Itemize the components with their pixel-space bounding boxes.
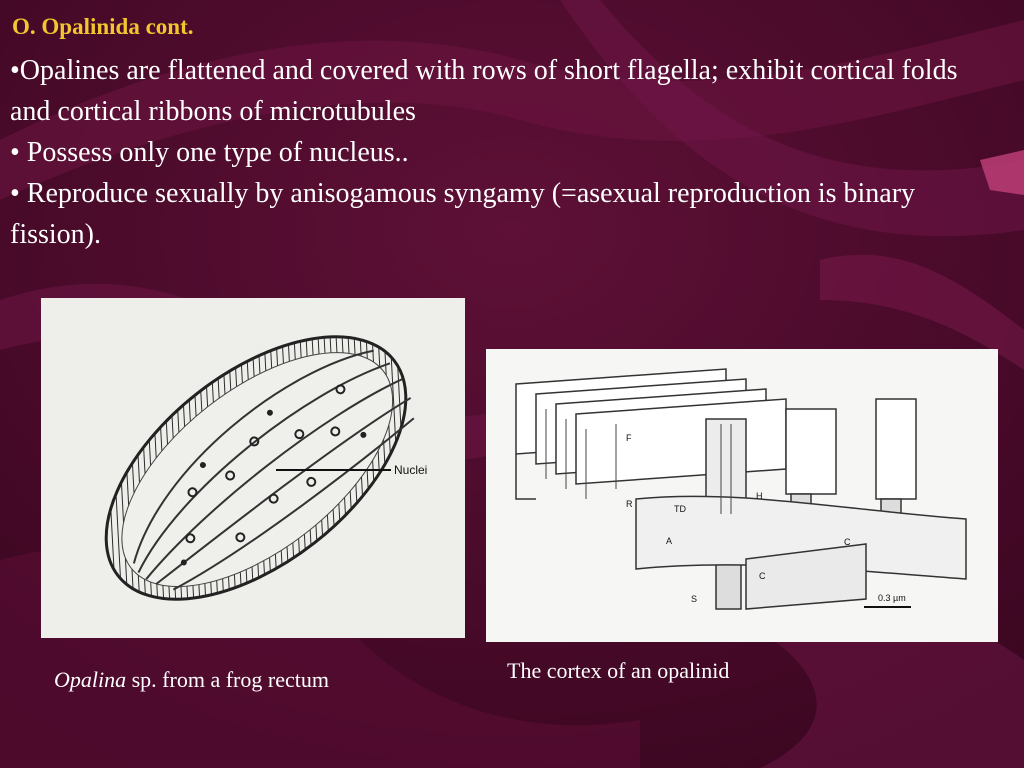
diagram-label: C [759,571,766,581]
opalina-illustration [41,298,465,638]
diagram-label: C [844,537,851,547]
diagram-label: R [626,499,633,509]
cortex-drawing [486,349,998,642]
opalina-caption [54,667,329,693]
bullet-item: • Possess only one type of nucleus.. [10,137,409,168]
bullet-item: •Opalines are flattened and covered with rows of short flagella; exhibit cortical folds and cortical ribbons of microtubules [10,55,958,127]
diagram-label: H [756,491,763,501]
scale-label: 0.3 µm [878,593,906,603]
caption-rest: sp. from a frog rectum [126,667,329,692]
cortex-caption: The cortex of an opalinid [507,658,730,683]
diagram-label: A [666,536,673,546]
slide-title: O. Opalinida cont. [12,14,194,39]
diagram-label: TD [674,504,686,514]
diagram-label: F [626,433,632,443]
bullet-item: • Reproduce sexually by anisogamous syngamy (=asexual reproduction is binary fission). [10,178,916,250]
diagram-label: S [691,594,698,604]
opalina-drawing [41,298,465,638]
caption-genus: Opalina [54,667,127,692]
nuclei-label: Nuclei [394,463,428,477]
cortex-diagram [486,349,998,642]
bullet-list [10,50,990,255]
